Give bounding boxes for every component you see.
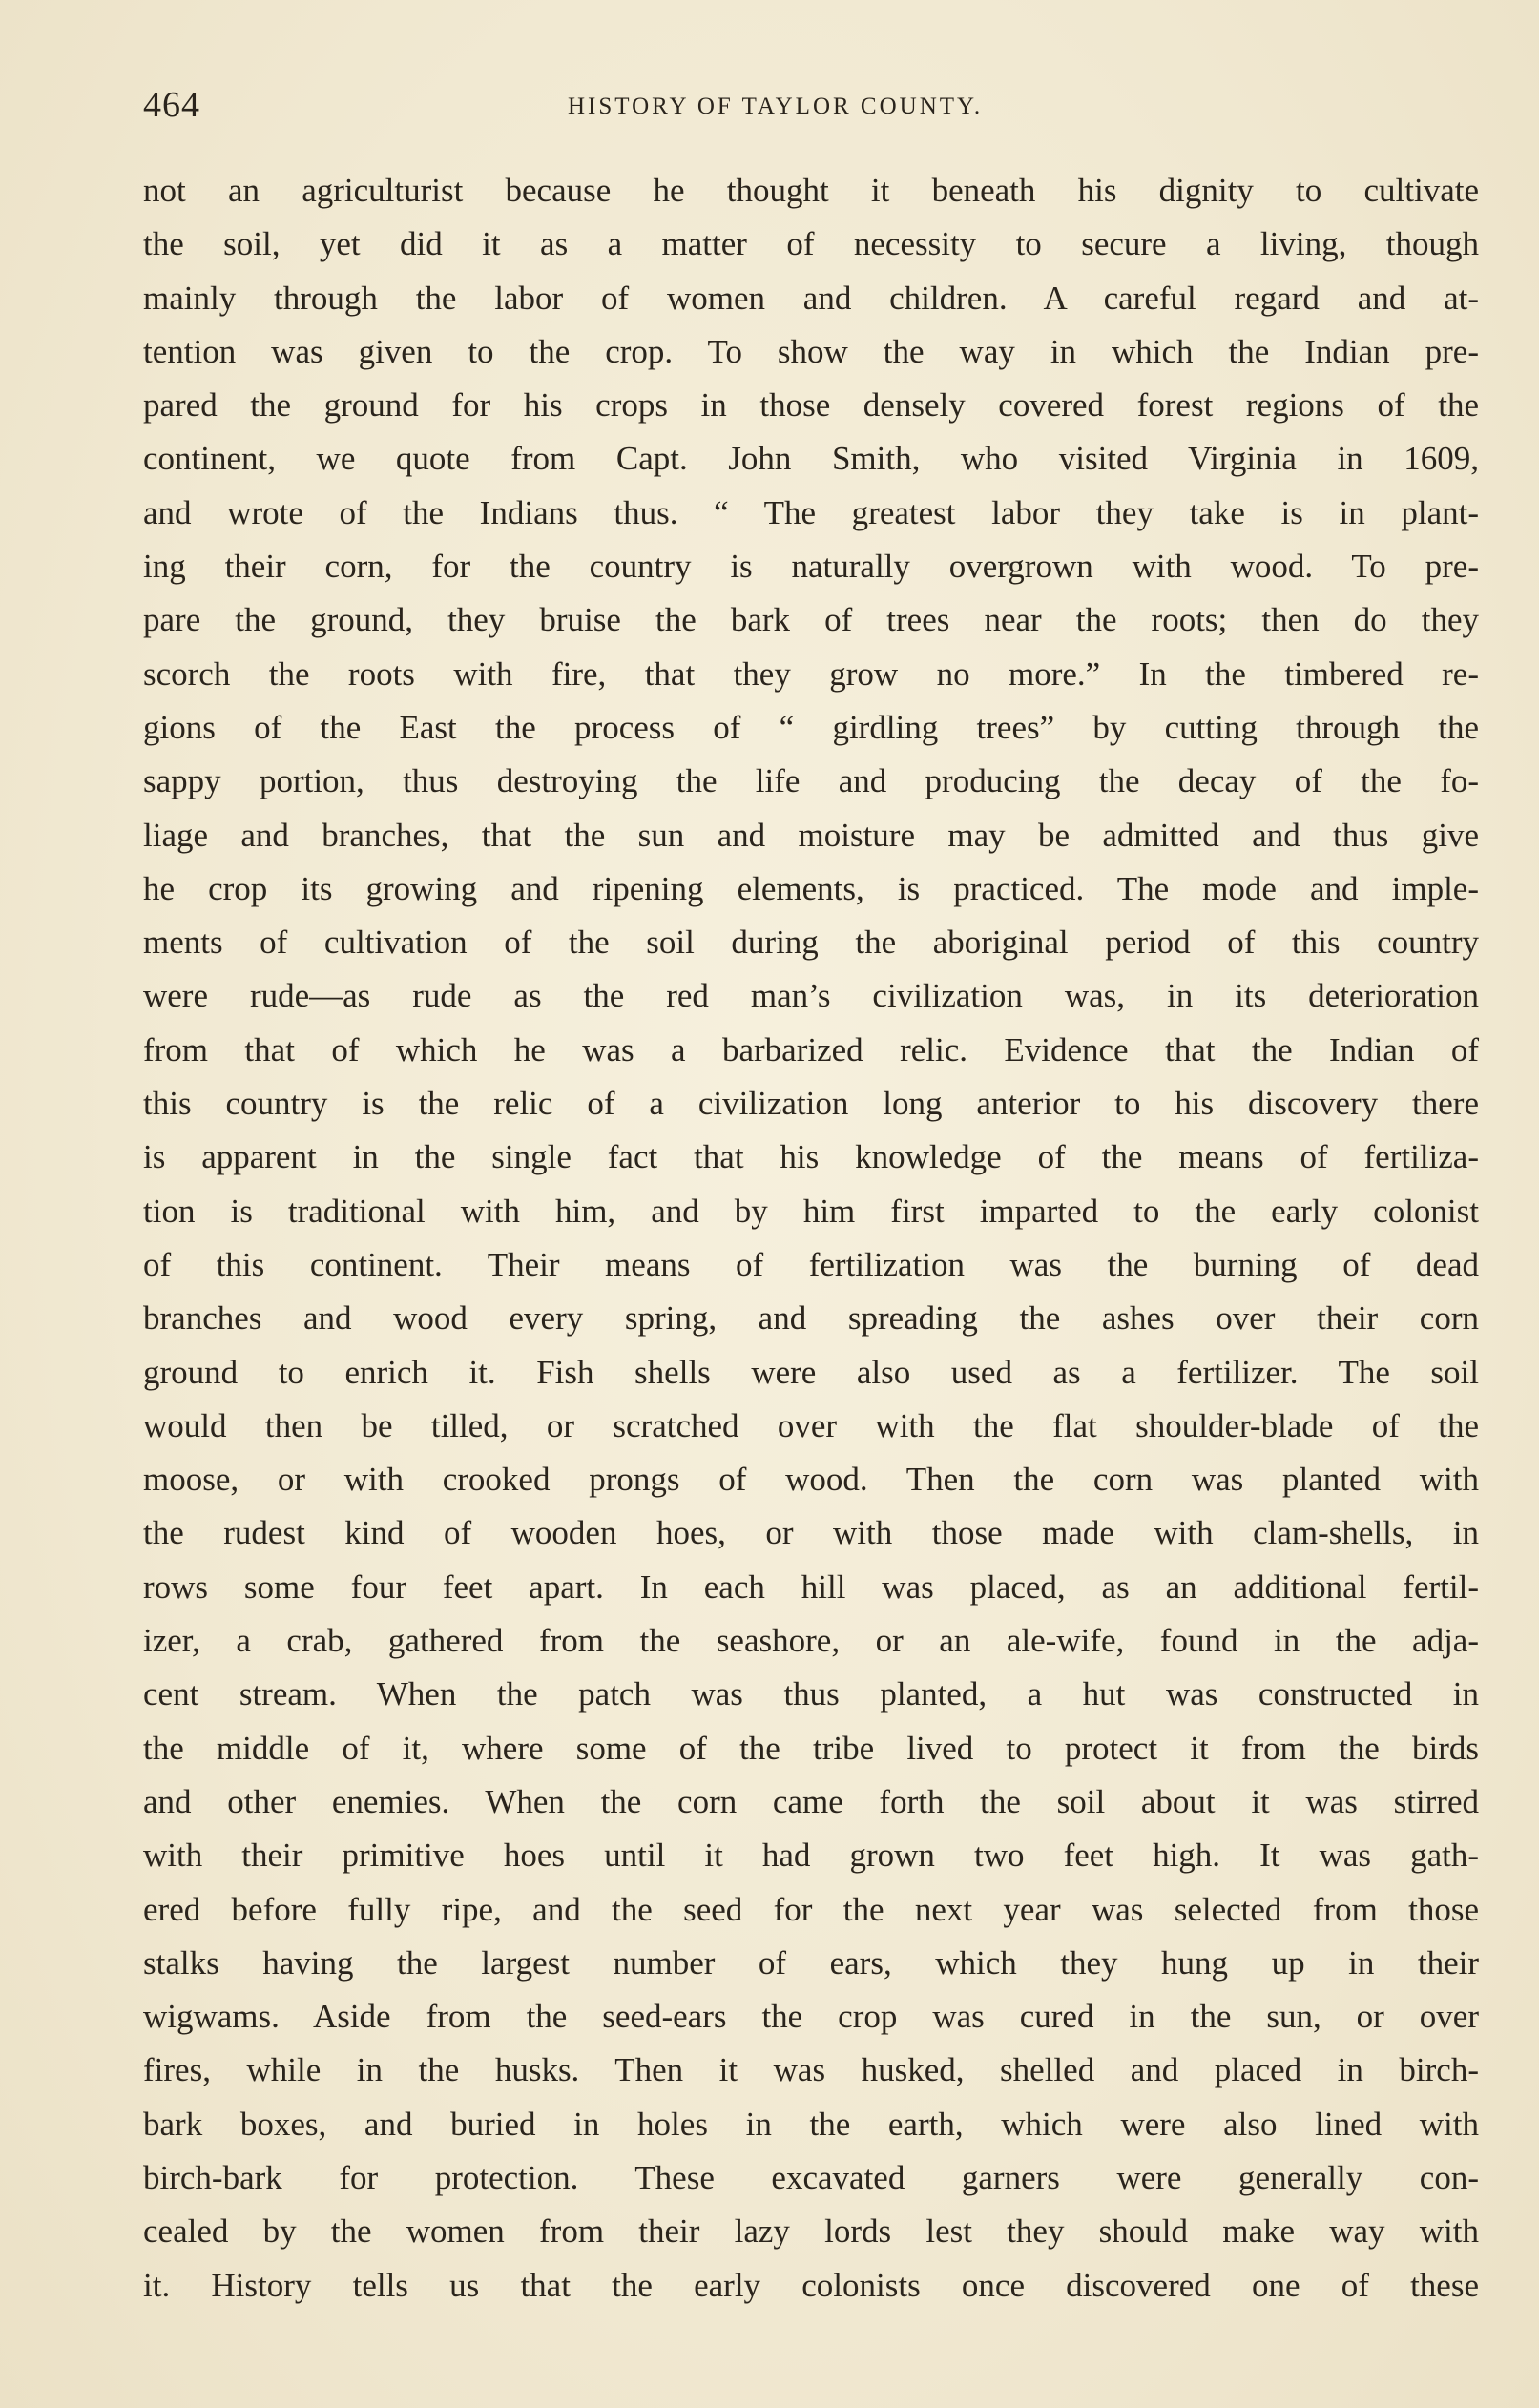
text-line: and other enemies. When the corn came forth the soil about it was stirred (143, 1782, 1479, 1820)
text-line: pared the ground for his crops in those densely covered forest regions of the (143, 386, 1479, 425)
text-line: ments of cultivation of the soil during the aboriginal period of this country (143, 924, 1479, 962)
text-line: rows some four feet apart. In each hill was placed, as an additional fertil- (143, 1567, 1479, 1606)
text-line: cealed by the women from their lazy lords lest they should make way with (143, 2212, 1479, 2251)
text-line: from that of which he was a barbarized relic. Evidence that the Indian of (143, 1030, 1479, 1069)
text-line: would then be tilled, or scratched over with the flat shoulder-blade of the (143, 1406, 1479, 1444)
text-line: were rude—as rude as the red man’s civilization was, in its deterioration (143, 977, 1479, 1015)
text-line: he crop its growing and ripening elements, is practiced. The mode and imple- (143, 869, 1479, 907)
text-line: ground to enrich it. Fish shells were also used as a fertilizer. The soil (143, 1353, 1479, 1391)
text-line: izer, a crab, gathered from the seashore, or an ale-wife, found in the adja- (143, 1622, 1479, 1660)
text-line: is apparent in the single fact that his knowledge of the means of fertiliza- (143, 1138, 1479, 1176)
text-line: moose, or with crooked prongs of wood. Then the corn was planted with (143, 1461, 1479, 1499)
text-line: the rudest kind of wooden hoes, or with those made with clam-shells, in (143, 1514, 1479, 1552)
text-line: tention was given to the crop. To show the way in which the Indian pre- (143, 332, 1479, 370)
text-line: birch-bark for protection. These excavated garners were generally con- (143, 2158, 1479, 2196)
body-text (143, 164, 1479, 2313)
text-line: not an agriculturist because he thought it beneath his dignity to cultivate (143, 172, 1479, 209)
text-line: mainly through the labor of women and children. A careful regard and at- (143, 279, 1479, 317)
text-line: stalks having the largest number of ears, which they hung up in their (143, 1943, 1479, 1982)
text-line: scorch the roots with fire, that they grow no more.” In the timbered re- (143, 654, 1479, 693)
text-line: gions of the East the process of “ girdling trees” by cutting through the (143, 708, 1479, 746)
text-line: cent stream. When the patch was thus planted, a hut was constructed in (143, 1675, 1479, 1713)
text-line: liage and branches, that the sun and moisture may be admitted and thus give (143, 816, 1479, 854)
text-line: of this continent. Their means of fertilization was the burning of dead (143, 1245, 1479, 1283)
text-line: sappy portion, thus destroying the life and producing the decay of the fo- (143, 762, 1479, 800)
text-line: and wrote of the Indians thus. “ The greatest labor they take is in plant- (143, 493, 1479, 531)
text-line: this country is the relic of a civilization long anterior to his discovery there (143, 1085, 1479, 1123)
page-header (143, 84, 1469, 132)
text-line: ing their corn, for the country is naturally overgrown with wood. To pre- (143, 548, 1479, 586)
text-line: ered before fully ripe, and the seed for the next year was selected from those (143, 1890, 1479, 1928)
text-line: the soil, yet did it as a matter of necessity to secure a living, though (143, 225, 1479, 263)
text-line: wigwams. Aside from the seed-ears the crop was cured in the sun, or over (143, 1998, 1479, 2036)
text-line: the middle of it, where some of the tribe lived to protect it from the birds (143, 1729, 1479, 1767)
text-line: pare the ground, they bruise the bark of trees near the roots; then do they (143, 601, 1479, 639)
text-line: continent, we quote from Capt. John Smith, who visited Virginia in 1609, (143, 440, 1479, 478)
text-line: fires, while in the husks. Then it was husked, shelled and placed in birch- (143, 2051, 1479, 2089)
text-line: tion is traditional with him, and by him first imparted to the early colonist (143, 1192, 1479, 1230)
text-line: bark boxes, and buried in holes in the earth, which were also lined with (143, 2105, 1479, 2143)
text-line: branches and wood every spring, and spreading the ashes over their corn (143, 1299, 1479, 1338)
text-line: it. History tells us that the early colonists once discovered one of these (143, 2266, 1479, 2304)
page-number: 464 (143, 85, 200, 125)
running-title: HISTORY OF TAYLOR COUNTY. (568, 93, 984, 119)
text-line: with their primitive hoes until it had grown two feet high. It was gath- (143, 1837, 1479, 1875)
